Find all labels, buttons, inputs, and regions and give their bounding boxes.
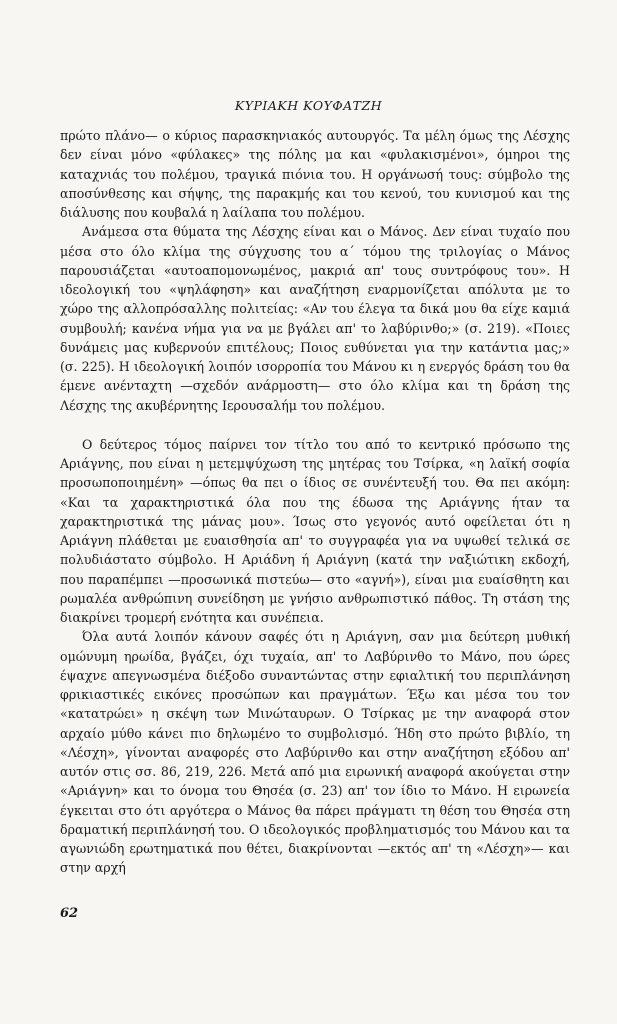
paragraph: Όλα αυτά λοιπόν κάνουν σαφές ότι η Αριάγνη, σαν μια δεύτερη μυθική ομώνυμη ηρωίδα, βγάζει, όχι τυχαία, απ' το Λαβύρινθο το Μάνο, που ώρες έψαχνε απεγνωσμένα διέξοδο συναντώντας στην εφιαλτική του περιπλάνηση φρικιαστικές εικόνες προσώπων και πραγμάτων. Έξω και μέσα του τον «κατατρώει» η σκέψη των Μινώταυρων. Ο Τσίρκας με την αναφορά στον αρχαίο μύθο κάνει πιο δηλωμένο το συμβολισμό. Ήδη στο πρώτο βιβλίο, τη «Λέσχη», γίνονται αναφορές στο Λαβύρινθο και στην αναζήτηση εξόδου απ' αυτόν στις σσ. 86, 219, 226. Μετά από μια ειρωνική αναφορά ακούγεται στην «Αριάγνη» και το όνομα του Θησέα (σ. 23) απ' τον ίδιο το Μάνο. Η ειρωνεία έγκειται στο ότι αργότερα ο Μάνος θα πάρει πράγματι τη θέση του Θησέα στη δραματική περιπλάνησή του. Ο ιδεολογικός προβληματισμός του Μάνου και τα αγωνιώδη ερωτηματικά που θέτει, διακρίνονται —εκτός απ' τη «Λέσχη»— και στην αρχή (60, 629, 570, 876)
running-head: ΚΥΡΙΑΚΗ ΚΟΥΦΑΤΖΗ (234, 98, 383, 113)
body-text (60, 126, 570, 878)
paragraph: Ανάμεσα στα θύματα της Λέσχης είναι και ο Μάνος. Δεν είναι τυχαίο που μέσα στο όλο κλίμα της σύγχυσης του α΄ τόμου της τριλογίας ο Μάνος παρουσιάζεται «αυτοαπομονωμένος, μακριά απ' τους συντρόφους του». Η ιδεολογική του «ψηλάφηση» και αναζήτηση εναρμονίζεται απόλυτα με το χώρο της αλλοπρόσαλλης πολιτείας: «Αν του έλεγα τα δικά μου θα είχε καμιά συμβουλή; κανένα νήμα για να με βγάλει απ' το λαβύρινθο;» (σ. 219). «Ποιες δυνάμεις μας κυβερνούν επιτέλους; Ποιος ευθύνεται για την κατάντια μας;» (σ. 225). Η ιδεολογική λοιπόν ισορροπία του Μάνου κι η ενεργός δράση του θα έμενε ανένταχτη —σχεδόν ανάρμοστη— στο όλο κλίμα και τη δράση της Λέσχης της ακυβέρνητης Ιερουσαλήμ του πολέμου. (60, 224, 570, 413)
paragraph: Ο δεύτερος τόμος παίρνει τον τίτλο του από το κεντρικό πρόσωπο της Αριάγνης, που είναι η μετεμψύχωση της μητέρας του Τσίρκα, «η λαϊκή σοφία προσωποποιημένη» —όπως θα πει ο ίδιος σε συνέντευξή του. Θα πει ακόμη: «Και τα χαρακτηριστικά όλα που της έδωσα της Αριάγνης ήταν τα χαρακτηριστικά της μάνας μου». Ίσως στο γεγονός αυτό οφείλεται ότι η Αριάγνη πλάθεται με ευαισθησία απ' το συγγραφέα για να υψωθεί τελικά σε πολυδιάστατο σύμβολο. Η Αριάδνη ή Αριάγνη (κατά την ναξιώτικη εκδοχή, που παραπέμπει —προσωνικά πιστεύω— στο «αγνή»), είναι μια ευαίσθητη και ρωμαλέα ανθρώπινη συνείδηση με γνήσιο ανθρωπιστικό πάθος. Τη στάση της διακρίνει τρομερή ενότητα και συνέπεια. (60, 436, 570, 625)
page-number: 62 (60, 906, 79, 921)
paragraph: πρώτο πλάνο— ο κύριος παρασκηνιακός αυτουργός. Τα μέλη όμως της Λέσχης δεν είναι μόνο «φύλακες» της πόλης μα και «φυλακισμένοι», όμηροι της καταχνιάς του πολέμου, τραγικά πιόνια του. Η οργάνωσή τους: σύμβολο της αποσύνθεσης και σήψης, της παρακμής και του κενού, του κυνισμού και της διάλυσης που κουβαλά η λαίλαπα του πολέμου. (60, 128, 570, 220)
